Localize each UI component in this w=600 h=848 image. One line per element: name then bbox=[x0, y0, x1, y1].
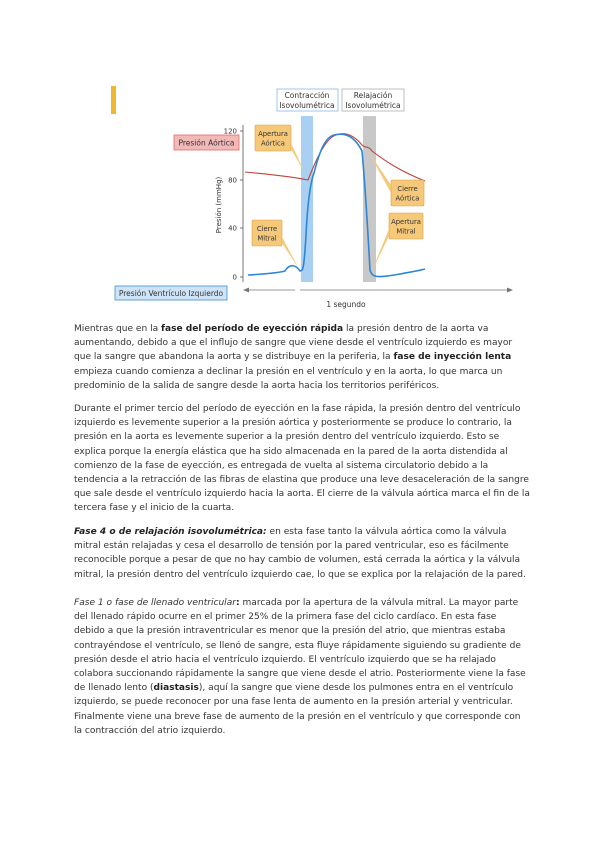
mitral-close-line2: Mitral bbox=[257, 234, 277, 243]
aortic-open-line1: Apertura bbox=[258, 130, 288, 138]
mitral-close-pointer bbox=[282, 237, 299, 269]
paragraph-phase-4 bbox=[74, 525, 530, 582]
ytick-0: 0 bbox=[232, 273, 237, 282]
aortic-open-line2: Aórtica bbox=[261, 139, 285, 148]
ytick-80: 80 bbox=[228, 176, 237, 185]
p4-text-a: marcada por la apertura de la válvula mitral. La mayor parte del llenado rápido ocurre en el primer 25% de la primera fase del ciclo cardíaco. En esta fase debido a que la presión intraventricular es menor que la presión del atrio, que mientras estaba contrayéndose el ventrículo, se llenó de sangre, esta fluye rápidamente siguiendo su gradiente de presión desde el atrio hacia el ventrículo izquierdo. El ventrículo izquierdo que se ha relajado colabora succionando rápidamente la sangre que viene desde el atrio. Posteriormente viene la fase de llenado lento ( bbox=[74, 598, 526, 694]
aortic-close-line1: Cierre bbox=[397, 185, 418, 193]
ytick-40: 40 bbox=[228, 224, 237, 233]
p1-text-c: la presión dentro de la aorta va aumentando, debido a que el influjo de sangre que viene desde el ventrículo izquierdo es mayor que la sangre que abandona la aorta y se distribuye en la periferia, la bbox=[74, 324, 513, 363]
p4-title: Fase 1 o fase de llenado ventricular bbox=[74, 598, 236, 608]
paragraph-rapid-ejection bbox=[74, 322, 530, 393]
ytick-120: 120 bbox=[223, 127, 237, 136]
contraction-band bbox=[301, 116, 313, 282]
p4-colon: : bbox=[235, 598, 240, 608]
paragraph-phase-1 bbox=[74, 596, 530, 738]
ventricle-legend-label: Presión Ventrículo Izquierdo bbox=[118, 289, 224, 298]
time-arrowhead-left bbox=[243, 288, 249, 293]
time-arrowhead-right bbox=[507, 288, 513, 293]
p4-bold-diastasis: diastasis bbox=[153, 683, 199, 694]
relaxation-label-2: Isovolumétrica bbox=[345, 101, 401, 110]
x-axis-label: 1 segundo bbox=[326, 300, 366, 309]
y-axis-label: Presión (mmHg) bbox=[215, 176, 223, 234]
p1-bold-slow-injection: fase de inyección lenta bbox=[393, 352, 512, 363]
aortic-legend-label: Presión Aórtica bbox=[178, 138, 235, 148]
paragraph-first-third: Durante el primer tercio del período de eyección en la fase rápida, la presión dentro del ventrículo izquierdo es levemente superior a la presión aórtica y posteriormente se produce lo contrario, la presión en la aorta es levemente superior a la presión dentro del ventrículo izquierdo. Esto se explica porque la energía elástica que ha sido almacenada en la pared de la aorta distendida al comienzo de la fase de eyección, es entregada de vuelta al sistema circulatorio debido a la tendencia a la retracción de las fibras de elastina que produce una leve desaceleración de la sangre que sale desde el ventrículo izquierdo hacia la aorta. El cierre de la válvula aórtica marca el fin de la tercera fase y el inicio de la cuarta. bbox=[74, 404, 530, 514]
contraction-label-2: Isovolumétrica bbox=[279, 101, 335, 110]
relaxation-label-1: Relajación bbox=[353, 91, 393, 100]
mitral-open-line2: Mitral bbox=[396, 227, 416, 236]
p4-text-c: ), aquí la sangre que viene desde los pulmones entra en el ventrículo izquierdo, se puede reconocer por una fase lenta de aumento en la presión arterial y ventricular. Finalmente viene una breve fase de aumento de la presión en el ventrículo y que corresponde con la contracción del atrio izquierdo. bbox=[74, 683, 521, 736]
mitral-open-line1: Apertura bbox=[391, 218, 421, 226]
mitral-close-line1: Cierre bbox=[256, 225, 278, 233]
contraction-label-1: Contracción bbox=[284, 91, 330, 100]
p3-body: en esta fase tanto la válvula aórtica como la válvula mitral están relajadas y cesa el desarrollo de tensión por la pared ventricular, eso es fácilmente reconocible porque a pesar de que no hay cambio de volumen, está cerrada la aórtica y la válvula mitral, la presión dentro del ventrículo izquierdo cae, lo que se explica por la relajación de la pared. bbox=[74, 527, 526, 580]
p1-text-a: Mientras que en la bbox=[74, 324, 162, 334]
p3-title: Fase 4 o de relajación isovolumétrica: bbox=[74, 527, 267, 537]
pressure-diagram bbox=[100, 85, 520, 315]
aortic-close-line2: Aórtica bbox=[395, 194, 420, 203]
p1-bold-rapid-ejection: fase del período de eyección rápida bbox=[161, 324, 344, 334]
p1-text-e: empieza cuando comienza a declinar la presión en el ventrículo y en la aorta, lo que marca un predominio de la salida de sangre desde la aorta hacia los territorios periféricos. bbox=[74, 366, 503, 391]
